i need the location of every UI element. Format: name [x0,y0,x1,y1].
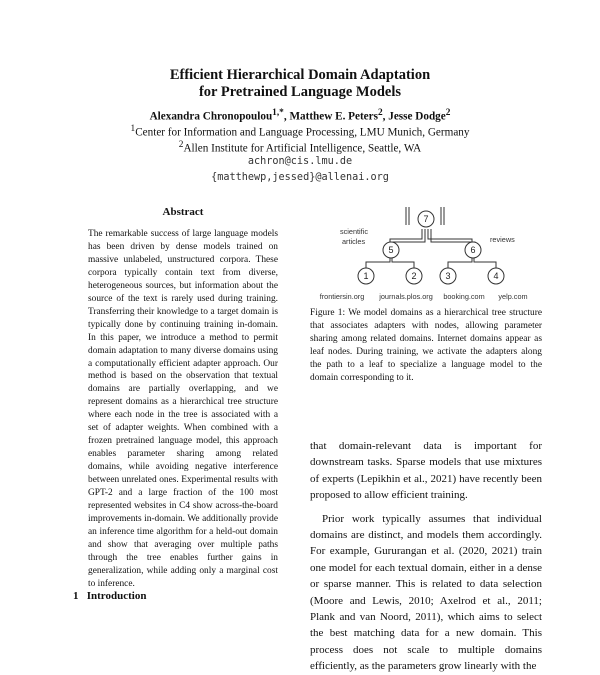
author-superscript: 2 [445,108,451,118]
section-number: 1 [73,590,79,602]
affiliation-2 [0,140,600,155]
tree-edge [393,229,425,243]
leaf-label: yelp.com [498,292,528,301]
section-heading [73,590,146,602]
leaf-label: booking.com [443,292,485,301]
node-label: 4 [493,271,499,281]
tree-edge [431,229,475,243]
affiliation-marker: 2 [178,140,184,150]
author-separator: , [283,110,290,123]
paper-title [0,67,600,101]
tree-edge [448,257,472,268]
author-list [0,108,600,123]
tree-nodes [358,211,504,284]
abstract-text: The remarkable success of large language models has been driven by dense models trained on massive unlabeled, unstructured corpora. These corpora typically contain text from diverse, heterogeneous sources, but information about the source of the text is rarely used during training. Transferring their knowledge to a target domain is typically done by continuing training in-domain. In this paper, we introduce a method to permit domain adaptation to many diverse domains using a computationally efficient adapter approach. Our method is based on the observation that textual domains are partially overlapping, and we represent domains as a hierarchical tree structure where each node in the tree is associated with a set of adapter weights. When combined with a frozen pretrained language model, this approach enables parameter sharing among related domains, while avoiding negative interference between unrelated ones. Experimental results with GPT-2 and a large fraction of the 100 most represented websites in C4 show across-the-board improvements in-domain. We additionally provide an inference time algorithm for a held-out domain and show that averaging over multiple paths through the tree enables further gains in generalization, while adding only a marginal cost to inference. [88,229,278,589]
section-title: Introduction [86,590,147,602]
author-name: Jesse Dodge [388,110,446,123]
node-label: 2 [411,271,417,281]
leaf-label: frontiersin.org [319,292,365,301]
paragraph: Prior work typically assumes that individual domains are distinct, and models them accordingly. For example, Gururangan et al. (2020, 2021) train one model for each textual domain, either in a dense or sparse manner. This is related to data selection (Moore and Lewis, 2010; Axelrod et al., 2011; Plank and van Noord, 2011), which aims to select the best matching data for a new domain. This process does not scale to multiple domains efficiently, as the parameters grow linearly with the [310,512,542,673]
node-label: 1 [363,271,369,281]
tree-edge [428,229,472,243]
leaf-labels [320,292,528,301]
affiliation-marker: 1 [130,124,136,134]
intro-body [310,438,542,675]
paragraph: that domain-relevant data is important for downstream tasks. Sparse models that use mixtures of experts (Lepikhin et al., 2021) have recently been proposed to allow efficient training. [310,440,542,502]
node-label: 6 [470,245,476,255]
group-label-scientific: scientific [340,227,368,236]
email-2: {matthewp,jessed}@allenai.org [211,172,389,183]
title-line-2: for Pretrained Language Models [198,84,402,100]
figure-caption: Figure 1: We model domains as a hierarchical tree structure that associates adapters with nodes, allowing parameter sharing among related domains. Internet domains appear as leaf nodes. During training, we activate the adapters along the path to a leaf to specialize a language model to the domain corresponding to it. [310,308,542,383]
author-superscript: 2 [377,108,383,118]
tree-edge [390,229,422,243]
affiliation-text: Allen Institute for Artificial Intelligence, Seattle, WA [183,142,422,155]
author-separator: , [382,110,389,123]
tree-edge [474,257,496,268]
tree-edge [366,257,390,268]
group-label-reviews: reviews [490,235,515,244]
title-line-1: Efficient Hierarchical Domain Adaptation [169,67,431,83]
affiliation-1 [0,124,600,139]
node-label: 7 [423,214,429,224]
domain-tree-figure [310,205,542,303]
author-name: Matthew E. Peters [289,110,378,123]
node-label: 5 [388,245,394,255]
group-label-articles: articles [342,237,366,246]
email-1: achron@cis.lmu.de [247,156,353,167]
leaf-label: journals.plos.org [379,292,433,301]
abstract-heading: Abstract [162,206,204,218]
node-label: 3 [445,271,451,281]
affiliation-text: Center for Information and Language Processing, LMU Munich, Germany [135,126,470,139]
author-name: Alexandra Chronopoulou [149,110,273,123]
author-superscript: 1,* [272,108,284,118]
tree-edge [392,257,414,268]
